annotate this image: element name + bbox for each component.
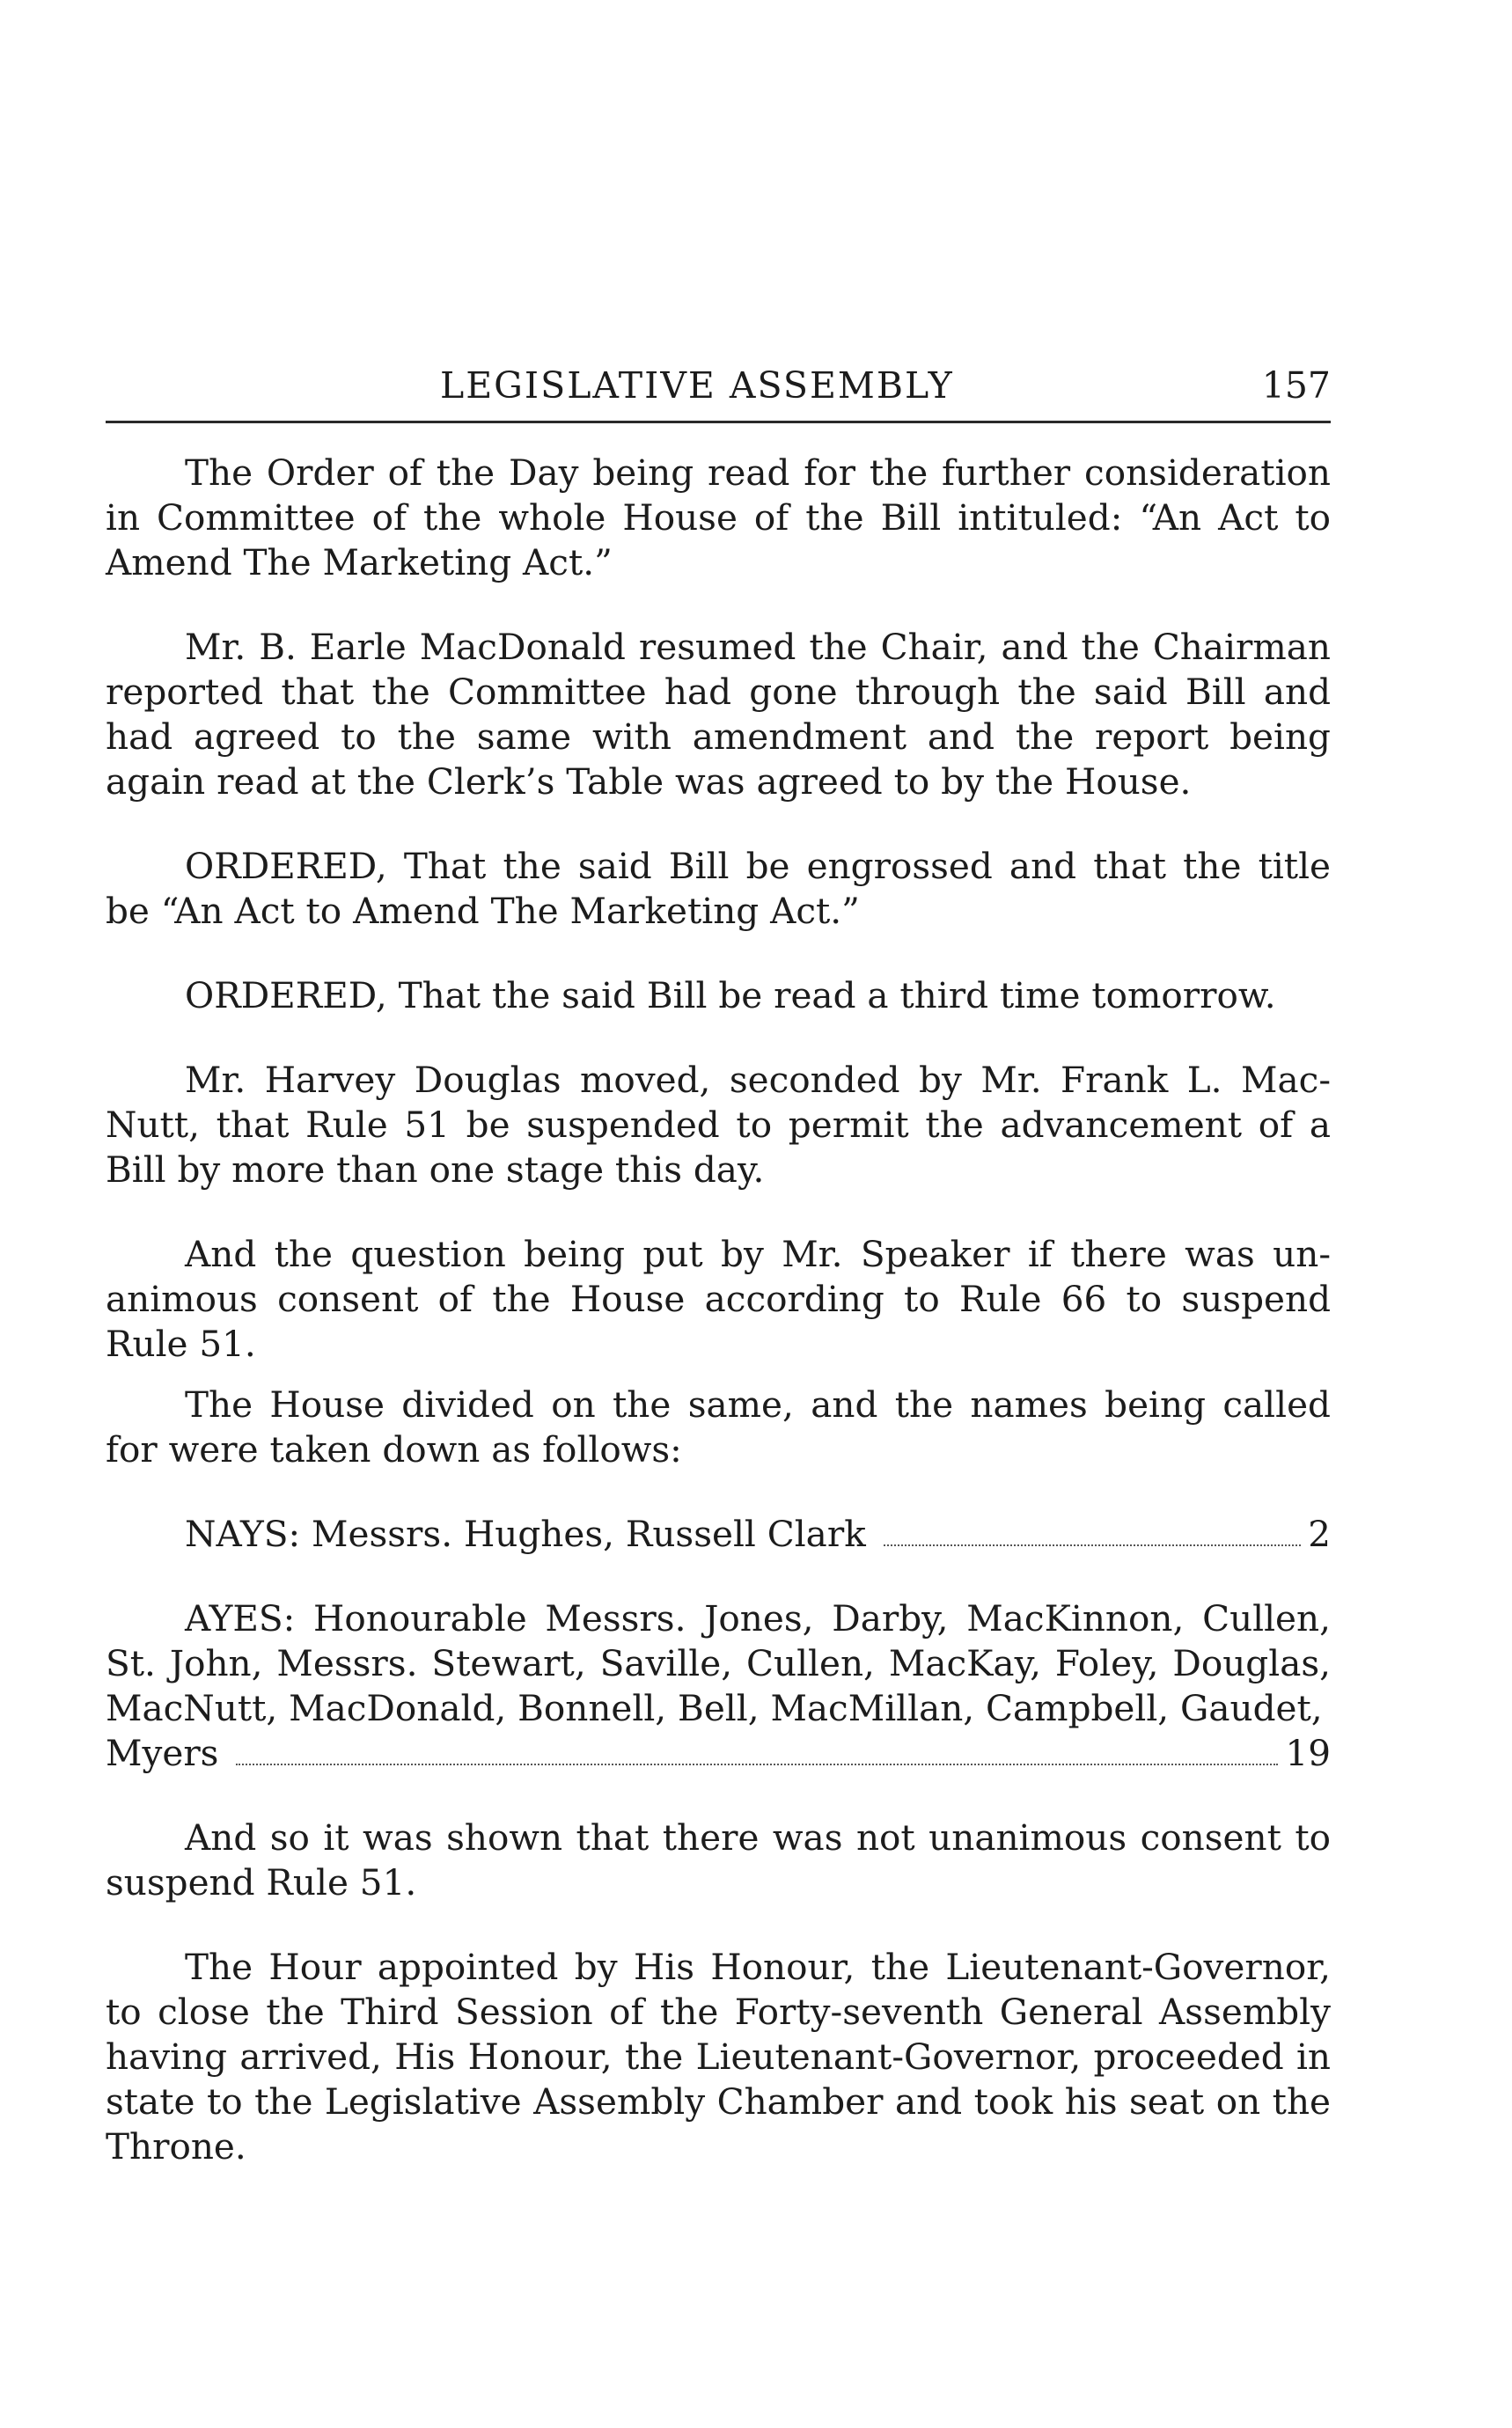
header-rule <box>106 421 1331 423</box>
page-number: 157 <box>1261 364 1331 407</box>
dot-leader <box>236 1764 1278 1765</box>
paragraph-order-of-day: The Order of the Day being read for the further consideration in Committee of the whole House of the Bill intituled: “An Act to Amend The Marketing Act.” <box>106 451 1331 583</box>
paragraph-motion: Mr. Harvey Douglas moved, seconded by Mr. Frank L. MacNutt, that Rule 51 be suspended to permit the advancement of a Bill by more than one stage this day. <box>106 1059 1331 1191</box>
nays-names: NAYS: Messrs. Hughes, Russell Clark <box>185 1513 866 1555</box>
paragraph-ordered-third-reading: ORDERED, That the said Bill be read a third time tomorrow. <box>185 974 1276 1016</box>
paragraph-result: And so it was shown that there was not unanimous consent to suspend Rule 51. <box>106 1816 1331 1904</box>
ayes-count: 19 <box>1285 1732 1331 1774</box>
ayes-names-tail: Myers <box>106 1732 219 1774</box>
ayes-names: AYES: Honourable Messrs. Jones, Darby, MacKinnon, Cullen, St. John, Messrs. Stewart, Saville, Cullen, MacKay, Foley, Douglas, MacNutt, MacDonald, Bonnell, Bell, MacMillan, Campbell, Gaudet, <box>106 1597 1331 1729</box>
document-body <box>106 451 1331 2169</box>
nays-tally <box>106 1512 1331 1557</box>
paragraph-chair-report: Mr. B. Earle MacDonald resumed the Chair, and the Chairman reported that the Committee had gone through the said Bill and had agreed to the same with amendment and the report being again read at the Clerk’s Table was agreed to by the House. <box>106 626 1331 803</box>
paragraph-question: And the question being put by Mr. Speaker if there was unanimous consent of the House according to Rule 66 to suspend Rule 51. <box>106 1233 1331 1365</box>
nays-count: 2 <box>1308 1513 1331 1555</box>
page-header <box>106 354 1331 415</box>
paragraph-ordered-engrossed: ORDERED, That the said Bill be engrossed and that the title be “An Act to Amend The Marketing Act.” <box>106 845 1331 932</box>
paragraph-division: The House divided on the same, and the names being called for were taken down as follows: <box>106 1383 1331 1471</box>
ayes-tally <box>106 1596 1331 1776</box>
paragraph-closing: The Hour appointed by His Honour, the Lieutenant-Governor, to close the Third Session of the Forty-seventh General Assembly having arrived, His Honour, the Lieutenant-Governor, proceeded in state to the Legislative Assembly Chamber and took his seat on the Throne. <box>106 1946 1331 2168</box>
running-title: LEGISLATIVE ASSEMBLY <box>440 364 954 407</box>
dot-leader <box>884 1544 1301 1546</box>
